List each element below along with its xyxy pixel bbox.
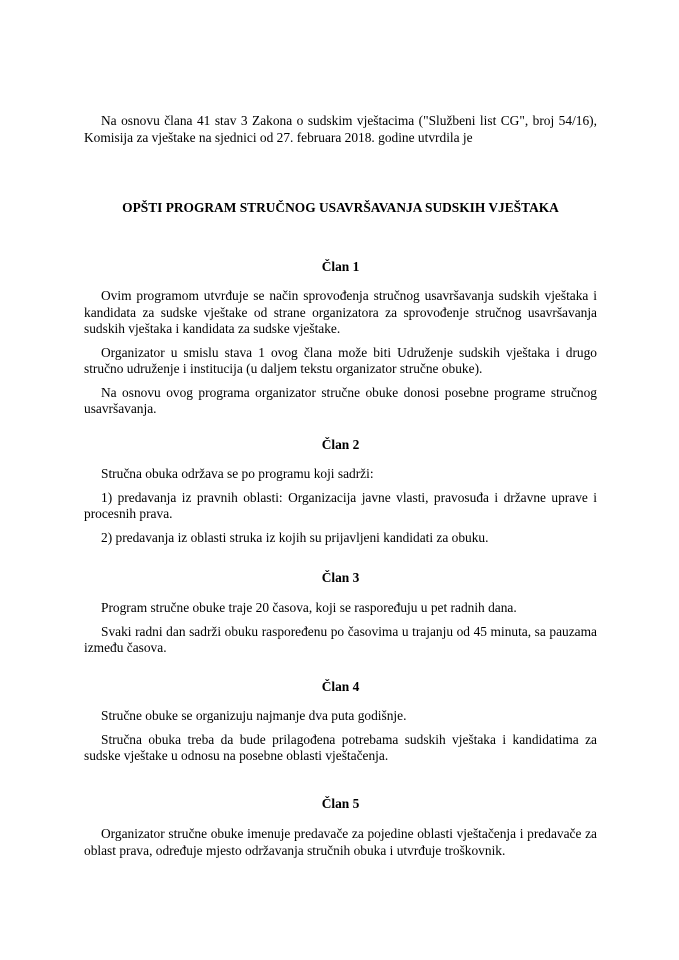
article-1-paragraph-1: Ovim programom utvrđuje se način sprovođenja stručnog usavršavanja sudskih vještaka i kandidata za sudske vještake od strane organizatora za sprovođenje stručnog usavršavanja sudskih vještaka i kandidata za sudske vještake. bbox=[84, 288, 597, 336]
article-4-paragraph-2: Stručna obuka treba da bude prilagođena potrebama sudskih vještaka i kandidatima za sudske vještake u odnosu na posebne oblasti vještačenja. bbox=[84, 731, 597, 763]
article-1-body bbox=[84, 288, 597, 418]
article-5-body bbox=[84, 826, 597, 859]
article-1-paragraph-2: Organizator u smislu stava 1 ovog člana može biti Udruženje sudskih vještaka i drugo stručno udruženje i institucija (u daljem tekstu organizator stručne obuke). bbox=[84, 344, 597, 376]
article-3-paragraph-1: Program stručne obuke traje 20 časova, koji se raspoređuju u pet radnih dana. bbox=[101, 600, 517, 615]
article-2-body bbox=[84, 466, 597, 546]
article-4-heading: Član 4 bbox=[321, 679, 360, 694]
article-3-body bbox=[84, 600, 597, 657]
article-3-heading: Član 3 bbox=[321, 570, 360, 585]
article-2-paragraph-2: 1) predavanja iz pravnih oblasti: Organizacija javne vlasti, pravosuđa i državne uprave i procesnih prava. bbox=[84, 489, 597, 521]
document-title: OPŠTI PROGRAM STRUČNOG USAVRŠAVANJA SUDSKIH VJEŠTAKA bbox=[122, 200, 559, 215]
article-3-paragraph-2: Svaki radni dan sadrži obuku raspoređenu po časovima u trajanju od 45 minuta, sa pauzama između časova. bbox=[84, 623, 597, 655]
article-5-heading: Član 5 bbox=[321, 796, 360, 811]
preamble bbox=[84, 113, 597, 146]
article-1-heading: Član 1 bbox=[321, 259, 360, 274]
article-5-paragraph-1: Organizator stručne obuke imenuje predavače za pojedine oblasti vještačenja i predavače za oblast prava, određuje mjesto održavanja stručnih obuka i utvrđuje troškovnik. bbox=[84, 826, 597, 858]
article-2-paragraph-3: 2) predavanja iz oblasti struka iz kojih su prijavljeni kandidati za obuku. bbox=[101, 529, 489, 545]
article-2-paragraph-1: Stručna obuka održava se po programu koji sadrži: bbox=[101, 466, 374, 481]
article-4-paragraph-1: Stručne obuke se organizuju najmanje dva puta godišnje. bbox=[101, 708, 407, 723]
article-1-paragraph-3: Na osnovu ovog programa organizator stručne obuke donosi posebne programe stručnog usavršavanja. bbox=[84, 384, 597, 416]
article-2-heading: Član 2 bbox=[321, 437, 360, 452]
preamble-text: Na osnovu člana 41 stav 3 Zakona o sudskim vještacima ("Službeni list CG", broj 54/16), Komisija za vještake na sjednici od 27. februara 2018. godine utvrdila je bbox=[84, 113, 597, 145]
article-4-body bbox=[84, 708, 597, 765]
